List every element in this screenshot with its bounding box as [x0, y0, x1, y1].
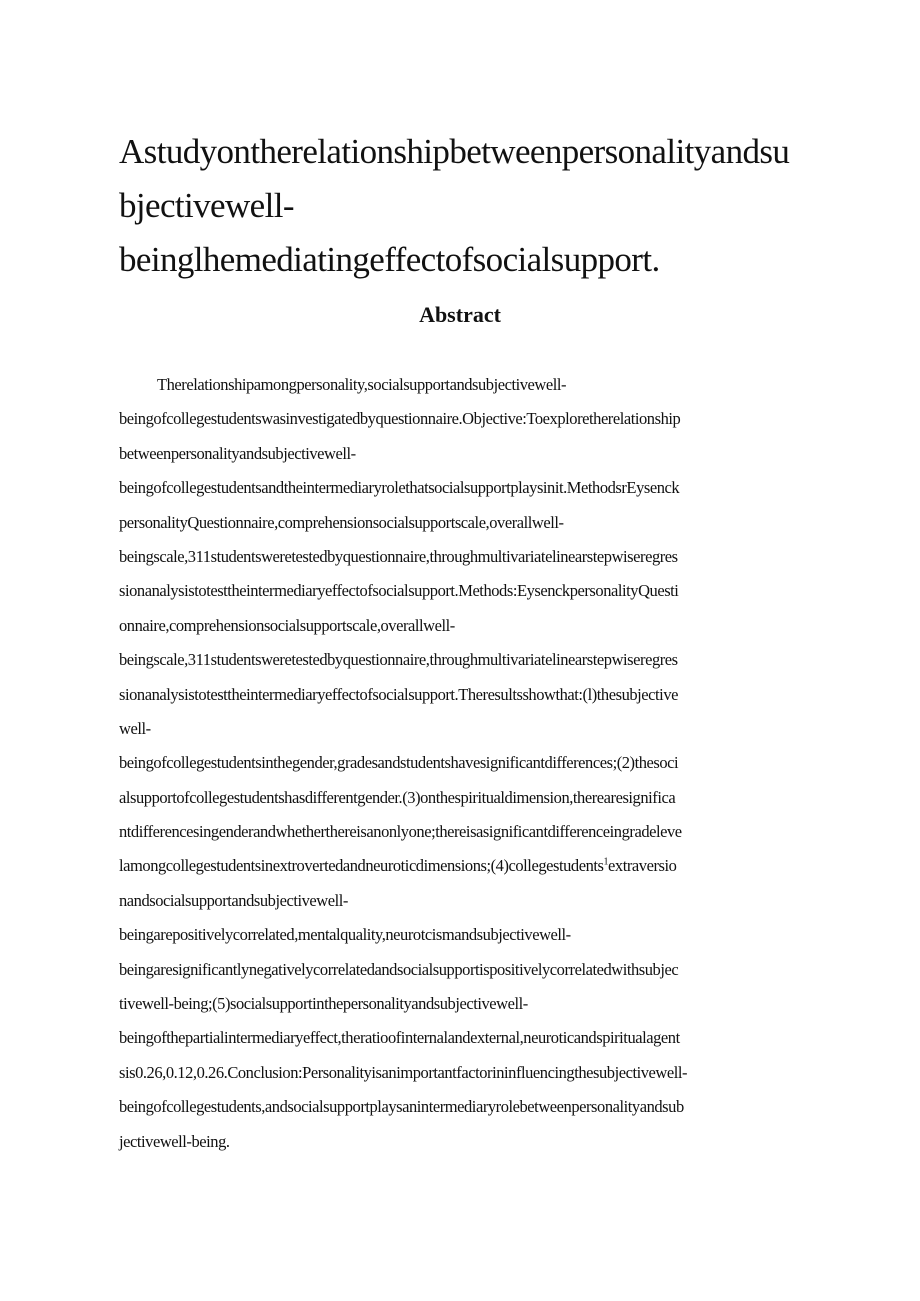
abstract-line: ntdifferencesingenderandwhetherthereisanonlyone;thereisasignificantdifferenceingradeleve	[119, 822, 682, 842]
abstract-line: beingofcollegestudentswasinvestigatedbyquestionnaire.Objective:Toexploretherelationship	[119, 409, 681, 429]
abstract-line: beingofthepartialintermediaryeffect,theratioofinternalandexternal,neuroticandspiritualagent	[119, 1028, 680, 1048]
paper-title	[119, 125, 819, 287]
abstract-line: beingscale,311studentsweretestedbyquestionnaire,throughmultivariatelinearstepwiseregres	[119, 546, 678, 566]
abstract-line: sis0.26,0.12,0.26.Conclusion:Personalityisanimportantfactorininfluencingthesubjectivewell-	[119, 1062, 688, 1082]
abstract-line: beingarepositivelycorrelated,mentalquality,neurotcismandsubjectivewell-	[119, 925, 571, 945]
title-line: bjectivewell-	[119, 186, 294, 225]
abstract-line: sionanalysistotesttheintermediaryeffectofsocialsupport.Theresultsshowthat:(l)thesubjective	[119, 684, 678, 704]
abstract-line: personalityQuestionnaire,comprehensionsocialsupportscale,overallwell-	[119, 512, 564, 532]
abstract-line-with-superscript	[119, 849, 804, 883]
title-line: beinglhemediatingeffectofsocialsupport.	[119, 240, 660, 279]
abstract-line: Therelationshipamongpersonality,socialsupportandsubjectivewell-	[157, 375, 567, 394]
abstract-line: beingscale,311studentsweretestedbyquestionnaire,throughmultivariatelinearstepwiseregres	[119, 650, 678, 670]
abstract-line-text: lamongcollegestudentsinextrovertedandneuroticdimensions;(4)collegestudents	[119, 856, 604, 876]
abstract-line: tivewell-being;(5)socialsupportinthepersonalityandsubjectivewell-	[119, 994, 528, 1014]
abstract-line: beingofcollegestudentsandtheintermediaryrolethatsocialsupportplaysinit.MethodsrEysenck	[119, 478, 680, 498]
abstract-line: alsupportofcollegestudentshasdifferentgender.(3)onthespiritualdimension,therearesignifica	[119, 787, 676, 807]
abstract-body	[119, 368, 804, 1159]
abstract-line: beingaresignificantlynegativelycorrelatedandsocialsupportispositivelycorrelatedwithsubjec	[119, 959, 679, 979]
abstract-line: well-	[119, 718, 151, 738]
abstract-line: beingofcollegestudentsinthegender,gradesandstudentshavesignificantdifferences;(2)thesoci	[119, 753, 679, 773]
superscript-mark: 1	[603, 856, 609, 868]
abstract-line: betweenpersonalityandsubjectivewell-	[119, 443, 356, 463]
abstract-line: onnaire,comprehensionsocialsupportscale,overallwell-	[119, 615, 455, 635]
abstract-line-tail: extraversio	[608, 856, 677, 876]
abstract-line: jectivewell-being.	[119, 1131, 230, 1151]
abstract-line: sionanalysistotesttheintermediaryeffectofsocialsupport.Methods:EysenckpersonalityQuesti	[119, 581, 679, 601]
abstract-line: beingofcollegestudents,andsocialsupportplaysanintermediaryrolebetweenpersonalityandsub	[119, 1097, 684, 1117]
title-line: Astudyontherelationshipbetweenpersonalityandsu	[119, 132, 790, 171]
abstract-heading: Abstract	[419, 302, 501, 327]
abstract-line: nandsocialsupportandsubjectivewell-	[119, 890, 348, 910]
